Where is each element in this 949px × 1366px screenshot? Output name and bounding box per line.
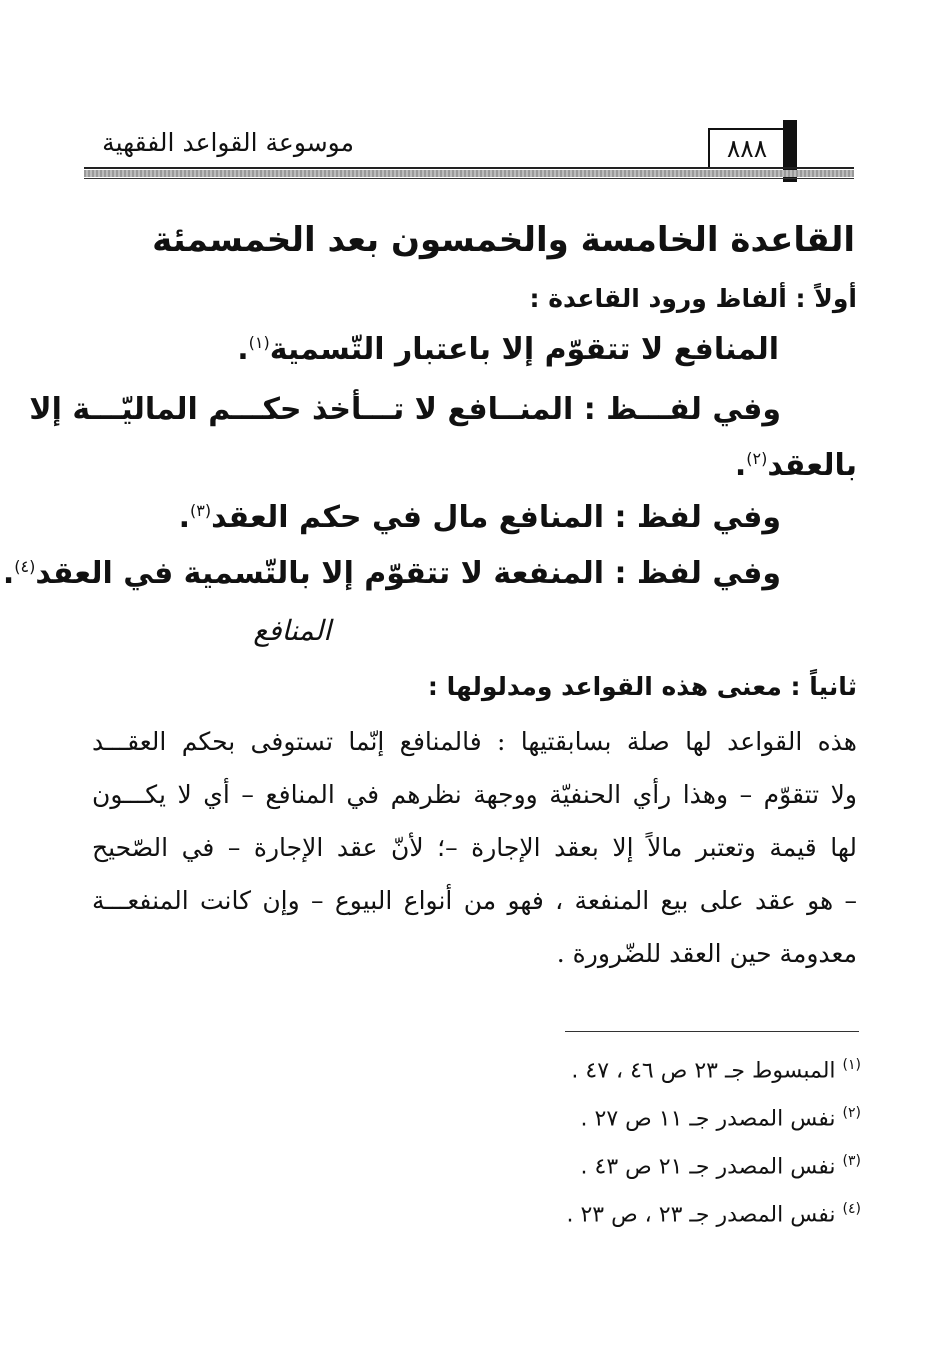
rule-wording-3-text: وفي لفظ : المنافع مال في حكم العقد xyxy=(211,500,781,535)
line-period: . xyxy=(237,332,249,367)
rule-wording-3 xyxy=(179,500,781,535)
footnote-marker: (٤) xyxy=(842,1201,861,1217)
rule-wording-2-cont-text: بالعقد xyxy=(767,448,857,483)
section-one-heading: أولاً : ألفاظ ورود القاعدة : xyxy=(529,284,857,313)
footnote-2 xyxy=(581,1105,861,1131)
line-period: . xyxy=(734,448,747,483)
paragraph-line-1: هذه القواعد لها صلة بسابقتيها : فالمنافع إنّما تستوفى بحكم العقـــد xyxy=(92,727,857,756)
rule-title: القاعدة الخامسة والخمسون بعد الخمسمئة xyxy=(152,220,855,260)
footnote-ref-1: (١) xyxy=(248,333,270,352)
rule-wording-4-text: وفي لفظ : المنفعة لا تتقوّم إلا بالتّسمية في العقد xyxy=(35,556,781,591)
page-number: ٨٨٨ xyxy=(708,128,786,168)
footnote-text: نفس المصدر جـ ١١ ص ٢٧ . xyxy=(580,1106,836,1132)
paragraph-line-2: ولا تتقوّم – وهذا رأي الحنفيّة ووجهة نظرهم في المنافع – أي لا يكـــون xyxy=(92,780,857,809)
line-period: . xyxy=(178,500,190,535)
paragraph-line-4: – هو عقد على بيع المنفعة ، فهو من أنواع البيوع – وإن كانت المنفعـــة xyxy=(92,886,857,915)
footnote-marker: (١) xyxy=(842,1057,861,1073)
footnote-marker: (٢) xyxy=(842,1105,861,1121)
paragraph-line-5: معدومة حين العقد للضّرورة . xyxy=(556,939,857,968)
footnote-text: المبسوط جـ ٢٣ ص ٤٦ ، ٤٧ . xyxy=(571,1058,836,1084)
rule-wording-2: وفي لفـــظ : المنــافع لا تـــأخذ حكـــم الماليّـــة إلا xyxy=(29,392,781,427)
line-period: . xyxy=(2,556,15,591)
rule-wording-2-cont xyxy=(735,448,857,483)
footnote-text: نفس المصدر جـ ٢١ ص ٤٣ . xyxy=(580,1154,836,1180)
footnote-ref-2: (٢) xyxy=(746,449,768,468)
rule-wording-4 xyxy=(3,556,781,591)
section-two-heading: ثانياً : معنى هذه القواعد ومدلولها : xyxy=(427,672,857,701)
footnote-ref-3: (٣) xyxy=(190,501,212,520)
header-rule-bottom xyxy=(84,178,854,179)
footnote-4 xyxy=(566,1201,861,1227)
paragraph-line-3: لها قيمة وتعتبر مالاً إلا بعقد الإجارة –؛ لأنّ عقد الإجارة – في الصّحيح xyxy=(92,833,857,862)
footnote-3 xyxy=(581,1153,861,1179)
footnote-marker: (٣) xyxy=(842,1153,861,1169)
footnote-text: نفس المصدر جـ ٢٣ ، ص ٢٣ . xyxy=(566,1202,836,1228)
header-rule xyxy=(84,167,854,169)
rule-wording-1 xyxy=(237,332,779,367)
handwritten-note: المنافع xyxy=(253,614,331,647)
footnote-1 xyxy=(571,1057,861,1083)
header-rule-shaded xyxy=(84,170,854,177)
rule-wording-1-text: المنافع لا تتقوّم إلا باعتبار التّسمية xyxy=(269,332,779,367)
running-header-title: موسوعة القواعد الفقهية xyxy=(102,128,354,157)
footnote-separator xyxy=(565,1031,859,1032)
footnote-ref-4: (٤) xyxy=(14,557,36,576)
